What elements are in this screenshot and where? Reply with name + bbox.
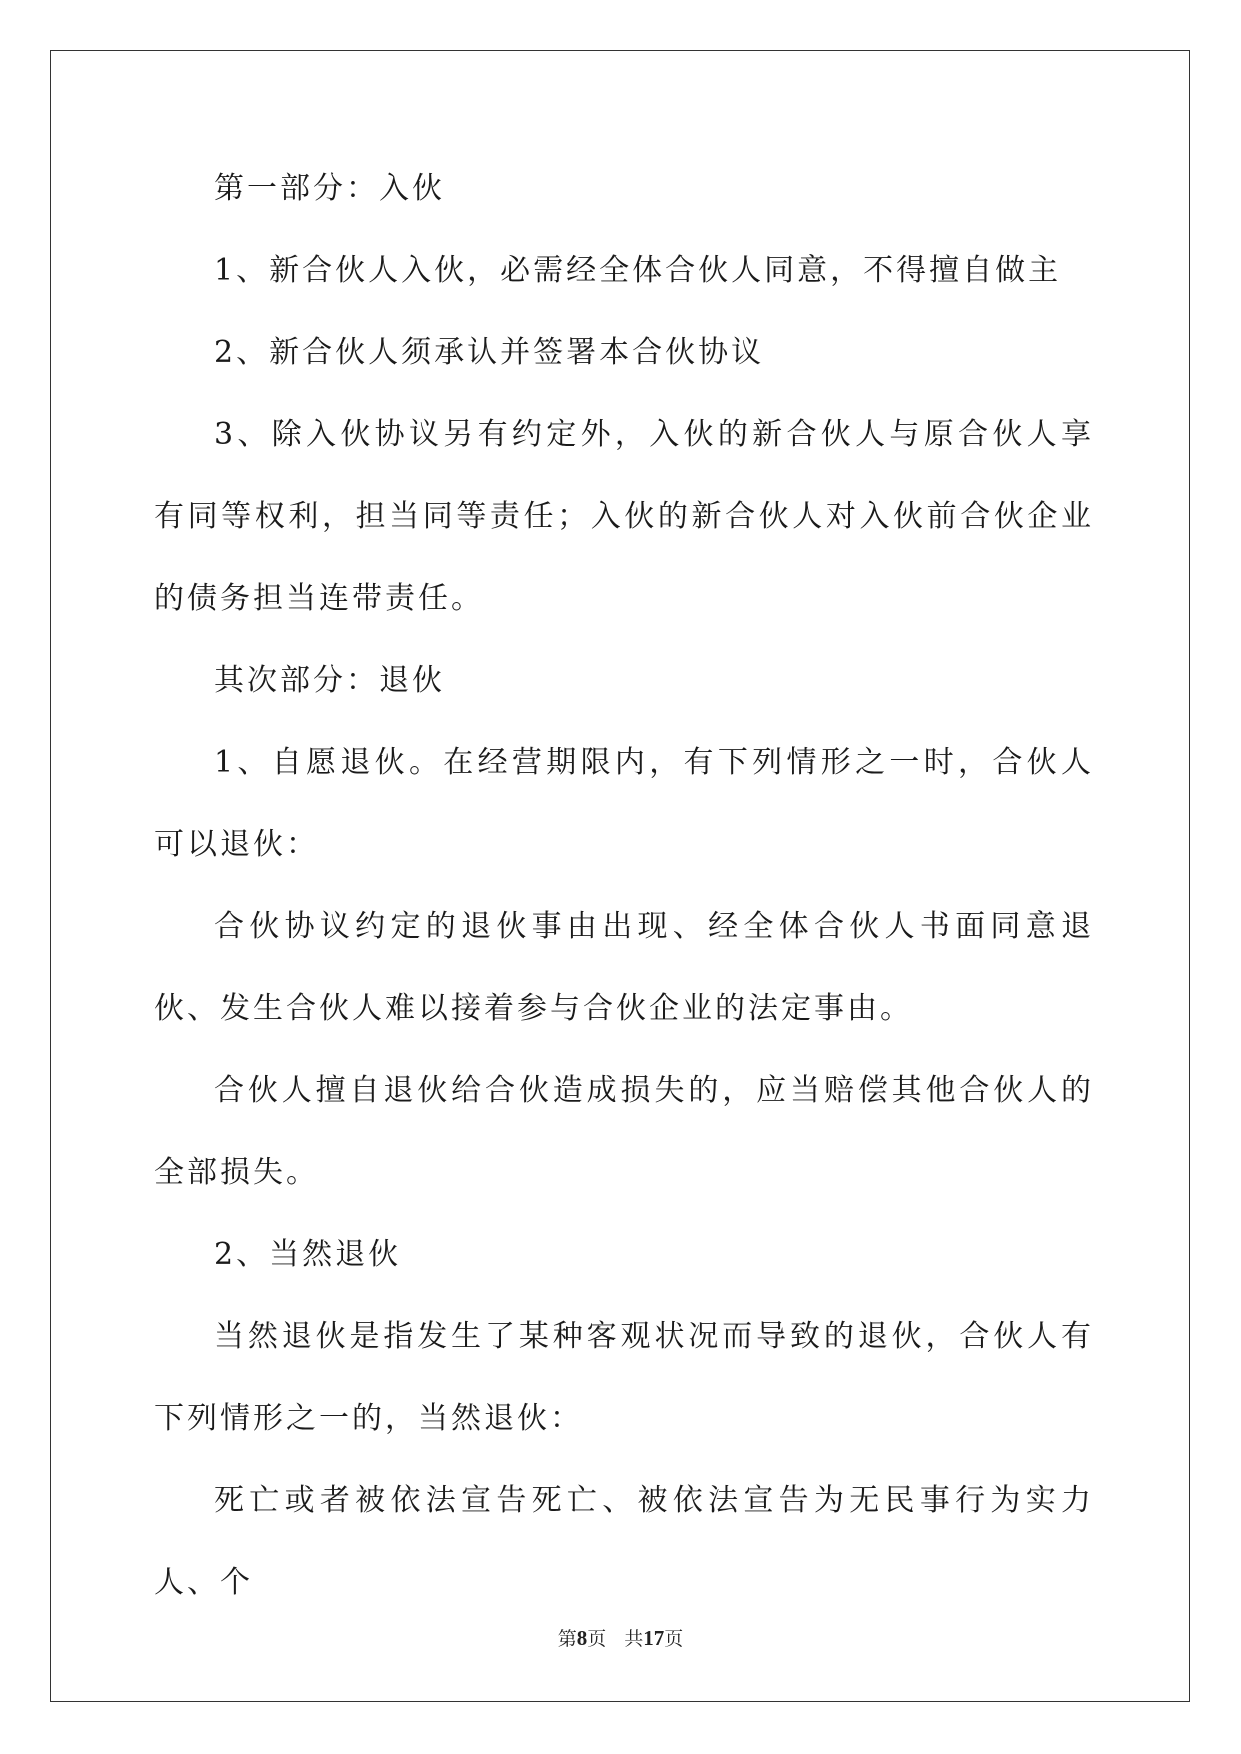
paragraph: 合伙人擅自退伙给合伙造成损失的，应当赔偿其他合伙人的全部损失。 — [154, 1073, 1094, 1190]
paragraph: 死亡或者被依法宣告死亡、被依法宣告为无民事行为实力人、个 — [154, 1483, 1094, 1600]
paragraph: 1、自愿退伙。在经营期限内，有下列情形之一时，合伙人可以退伙： — [154, 745, 1094, 862]
footer-total-suffix: 页 — [664, 1628, 684, 1650]
footer-total-pages: 17 — [643, 1626, 665, 1650]
paragraph: 2、新合伙人须承认并签署本合伙协议 — [214, 335, 765, 370]
paragraph: 2、当然退伙 — [214, 1237, 402, 1272]
footer-total-prefix: 共 — [624, 1628, 644, 1650]
paragraph: 当然退伙是指发生了某种客观状况而导致的退伙，合伙人有下列情形之一的，当然退伙： — [154, 1319, 1094, 1436]
section-heading-withdrawal: 其次部分：退伙 — [214, 663, 445, 698]
page-footer — [0, 1624, 1241, 1651]
footer-page-suffix: 页 — [587, 1628, 607, 1650]
section-heading-joining: 第一部分：入伙 — [214, 171, 445, 206]
paragraph: 3、除入伙协议另有约定外，入伙的新合伙人与原合伙人享有同等权利，担当同等责任；入伙的新合伙人对入伙前合伙企业的债务担当连带责任。 — [154, 417, 1094, 616]
paragraph: 合伙协议约定的退伙事由出现、经全体合伙人书面同意退伙、发生合伙人难以接着参与合伙企业的法定事由。 — [154, 909, 1094, 1026]
footer-page-number: 8 — [576, 1626, 588, 1650]
footer-page-prefix: 第 — [557, 1628, 577, 1650]
paragraph: 1、新合伙人入伙，必需经全体合伙人同意，不得擅自做主 — [214, 253, 1062, 288]
document-body — [154, 148, 1094, 1624]
